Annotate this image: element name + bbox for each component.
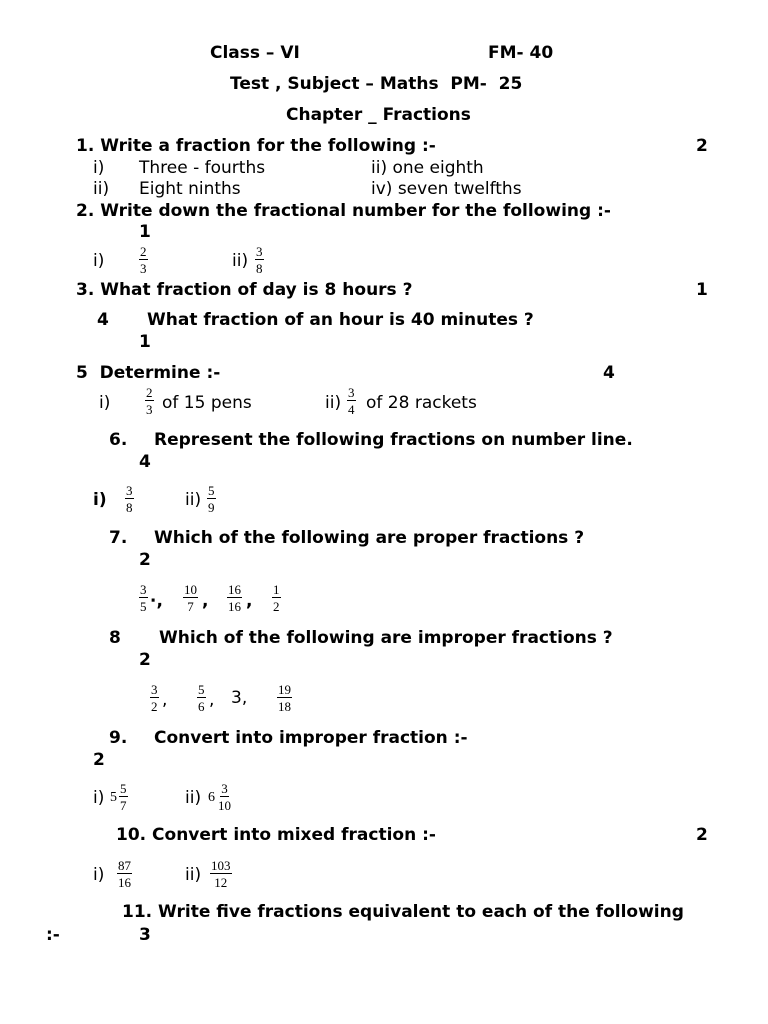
question-9-marks: 2: [93, 750, 105, 770]
q9-mixed-2-fraction: [218, 782, 231, 812]
q6-fraction-2: [207, 484, 216, 514]
question-6: Represent the following fractions on number line.: [154, 430, 633, 450]
numerator: 2: [146, 385, 153, 400]
q10-item-ii-label: ii): [185, 865, 202, 885]
numerator: 5: [120, 781, 127, 796]
numerator: 19: [278, 682, 291, 697]
class-label: Class – VI: [210, 43, 300, 63]
question-9-number: 9.: [109, 728, 128, 748]
q8-separator-2: ,: [209, 690, 215, 710]
full-marks-label: FM- 40: [488, 43, 554, 63]
numerator: 1: [273, 582, 280, 597]
denominator: 2: [273, 599, 280, 614]
q7-separator-3: ,: [246, 591, 253, 611]
question-10-marks: 2: [696, 825, 708, 845]
denominator: 4: [348, 402, 355, 417]
q6-item-ii-label: ii): [185, 490, 202, 510]
numerator: 3: [221, 781, 228, 796]
question-4-marks: 1: [139, 332, 151, 352]
q1-item-i-label: i): [93, 158, 105, 178]
q8-fraction-1: [150, 683, 159, 713]
denominator: 8: [256, 261, 263, 276]
q8-item-3: 3,: [231, 688, 248, 708]
numerator: 5: [208, 483, 215, 498]
denominator: 18: [278, 699, 291, 714]
numerator: 3: [348, 385, 355, 400]
q5-item-i-label: i): [99, 393, 111, 413]
q5-item-ii-label: ii): [325, 393, 342, 413]
q10-fraction-1: [117, 859, 132, 889]
q6-item-i-label: i): [93, 490, 107, 510]
q1-item-iv-text: iv) seven twelfths: [371, 179, 522, 199]
question-8-number: 8: [109, 628, 121, 648]
q5-item-ii-text: of 28 rackets: [366, 393, 477, 413]
numerator: 10: [184, 582, 197, 597]
question-7-number: 7.: [109, 528, 128, 548]
denominator: 6: [198, 699, 205, 714]
q1-item-i-text: Three - fourths: [139, 158, 266, 178]
q2-item-ii-label: ii): [232, 251, 249, 271]
q8-separator-1: ,: [162, 690, 168, 710]
numerator: 103: [211, 858, 231, 873]
question-2-marks: 1: [139, 222, 151, 242]
denominator: 9: [208, 500, 215, 515]
question-1-marks: 2: [696, 136, 708, 156]
q7-separator-2: ,: [202, 591, 209, 611]
question-8: Which of the following are improper fractions ?: [159, 628, 613, 648]
denominator: 8: [126, 500, 133, 515]
question-6-number: 6.: [109, 430, 128, 450]
question-7-marks: 2: [139, 550, 151, 570]
denominator: 7: [187, 599, 194, 614]
q2-fraction-1: [139, 245, 148, 275]
q1-item-ii-text: ii) one eighth: [371, 158, 484, 178]
numerator: 16: [228, 582, 241, 597]
denominator: 7: [120, 798, 127, 813]
q8-fraction-2: [197, 683, 206, 713]
q5-item-i-text: of 15 pens: [162, 393, 252, 413]
numerator: 3: [140, 582, 147, 597]
q2-fraction-2: [255, 245, 264, 275]
question-5: 5 Determine :-: [76, 363, 221, 383]
denominator: 3: [140, 261, 147, 276]
question-11-continuation: :-: [46, 925, 60, 945]
denominator: 16: [228, 599, 241, 614]
q9-mixed-1-whole: 5: [110, 790, 117, 805]
q7-separator-1: ⋅,: [150, 591, 163, 611]
q1-item-iii-text: Eight ninths: [139, 179, 241, 199]
question-5-marks: 4: [603, 363, 615, 383]
denominator: 12: [214, 875, 228, 890]
q9-item-i-label: i): [93, 788, 105, 808]
q7-fraction-3: [227, 583, 242, 613]
question-4-number: 4: [97, 310, 109, 330]
denominator: 10: [218, 798, 231, 813]
question-7: Which of the following are proper fractions ?: [154, 528, 585, 548]
q5-fraction-1: [145, 386, 154, 416]
question-11-marks: 3: [139, 925, 151, 945]
q8-fraction-4: [277, 683, 292, 713]
question-8-marks: 2: [139, 650, 151, 670]
q9-mixed-1-fraction: [119, 782, 128, 812]
q1-item-iii-label: ii): [93, 179, 110, 199]
numerator: 2: [140, 244, 147, 259]
numerator: 3: [256, 244, 263, 259]
question-2: 2. Write down the fractional number for the following :-: [76, 201, 611, 221]
q9-mixed-2-whole: 6: [208, 790, 215, 805]
q6-fraction-1: [125, 484, 134, 514]
question-11: 11. Write five fractions equivalent to each of the following: [122, 902, 684, 922]
q10-item-i-label: i): [93, 865, 105, 885]
question-1: 1. Write a fraction for the following :-: [76, 136, 436, 156]
question-3: 3. What fraction of day is 8 hours ?: [76, 280, 413, 300]
q10-fraction-2: [210, 859, 232, 889]
question-3-marks: 1: [696, 280, 708, 300]
q9-item-ii-label: ii): [185, 788, 202, 808]
denominator: 16: [118, 875, 131, 890]
denominator: 2: [151, 699, 158, 714]
numerator: 3: [151, 682, 158, 697]
question-4: What fraction of an hour is 40 minutes ?: [147, 310, 534, 330]
question-10: 10. Convert into mixed fraction :-: [116, 825, 436, 845]
question-6-marks: 4: [139, 452, 151, 472]
subject-line: Test , Subject – Maths PM- 25: [230, 74, 523, 94]
denominator: 5: [140, 599, 147, 614]
denominator: 3: [146, 402, 153, 417]
q7-fraction-4: [272, 583, 281, 613]
q7-fraction-2: [183, 583, 198, 613]
q2-item-i-label: i): [93, 251, 105, 271]
numerator: 3: [126, 483, 133, 498]
numerator: 87: [118, 858, 131, 873]
question-9: Convert into improper fraction :-: [154, 728, 468, 748]
numerator: 5: [198, 682, 205, 697]
q5-fraction-2: [347, 386, 356, 416]
q7-fraction-1: [139, 583, 148, 613]
chapter-title: Chapter _ Fractions: [286, 105, 471, 125]
